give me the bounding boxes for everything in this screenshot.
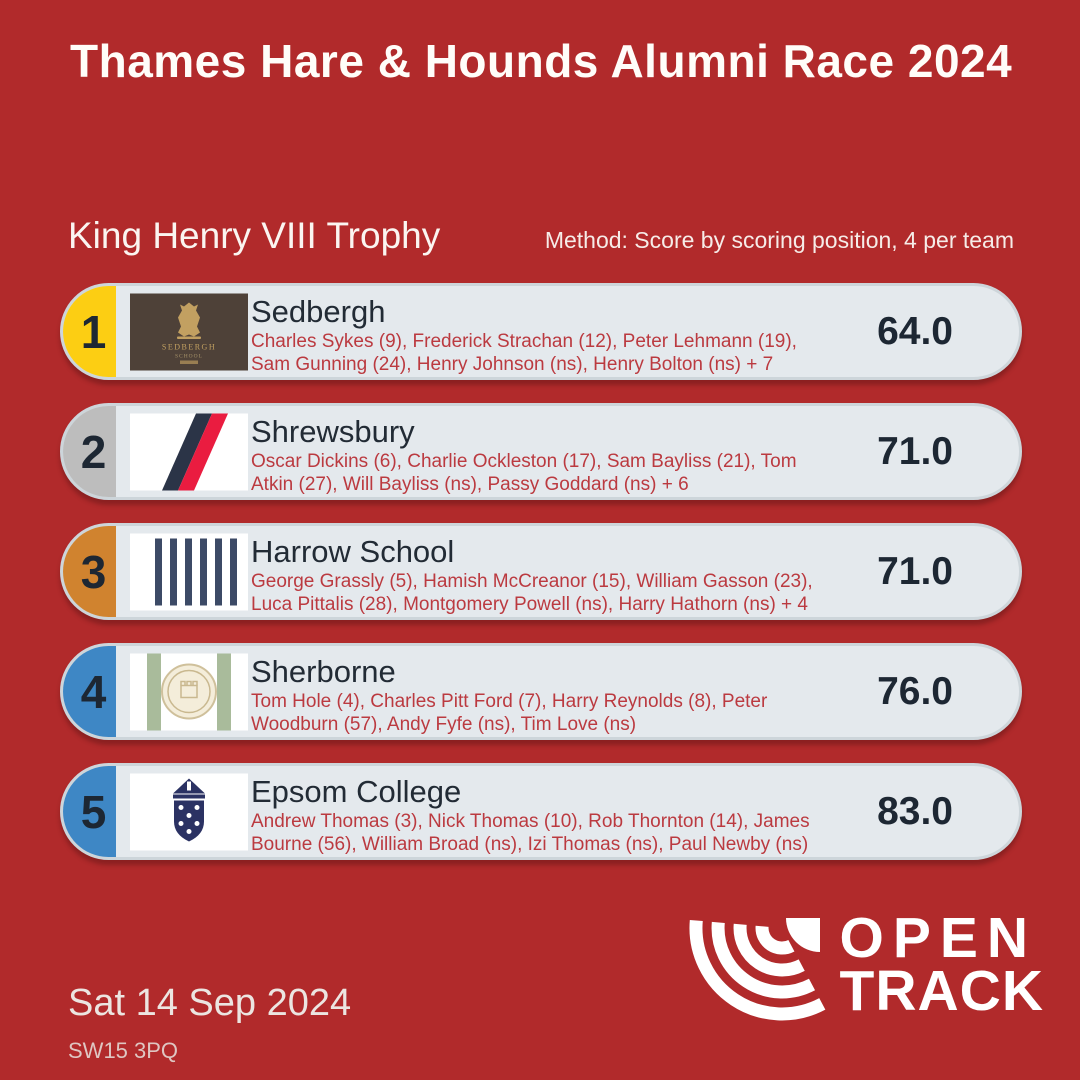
team-score: 71.0 bbox=[877, 549, 953, 593]
rank-number: 2 bbox=[80, 425, 107, 478]
rank-number: 5 bbox=[80, 785, 107, 838]
team-name: Shrewsbury bbox=[251, 414, 415, 449]
team-result-row bbox=[60, 763, 1022, 860]
rank-badge bbox=[63, 646, 116, 737]
shrewsbury-logo bbox=[130, 413, 248, 490]
opentrack-wordmark bbox=[839, 906, 1044, 1023]
team-name: Harrow School bbox=[251, 534, 455, 569]
opentrack-logo bbox=[680, 906, 1044, 1041]
rank-badge bbox=[63, 286, 116, 377]
results-list bbox=[60, 283, 1022, 883]
rank-badge bbox=[63, 766, 116, 857]
team-result-row bbox=[60, 283, 1022, 380]
team-name: Sherborne bbox=[251, 654, 396, 689]
team-score: 76.0 bbox=[877, 669, 953, 713]
team-runners: George Grassly (5), Hamish McCreanor (15), William Gasson (23), Luca Pittalis (28), Montgomery Powell (ns), Harry Hathorn (ns) + 4 bbox=[251, 571, 813, 616]
scoring-method: Method: Score by scoring position, 4 per team bbox=[544, 227, 1014, 253]
team-score: 64.0 bbox=[877, 309, 953, 353]
event-date: Sat 14 Sep 2024 bbox=[68, 982, 352, 1024]
harrow-logo bbox=[130, 533, 248, 610]
team-runners: Tom Hole (4), Charles Pitt Ford (7), Harry Reynolds (8), Peter Woodburn (57), Andy Fyfe (ns), Tim Love (ns) bbox=[251, 691, 768, 736]
team-result-row bbox=[60, 643, 1022, 740]
team-score: 83.0 bbox=[877, 789, 953, 833]
rank-badge bbox=[63, 526, 116, 617]
team-name: Epsom College bbox=[251, 774, 462, 809]
team-result-row bbox=[60, 523, 1022, 620]
team-info bbox=[251, 773, 841, 857]
team-runners: Charles Sykes (9), Frederick Strachan (12), Peter Lehmann (19), Sam Gunning (24), Henry Johnson (ns), Henry Bolton (ns) + 7 bbox=[251, 331, 797, 376]
sedbergh-logo bbox=[130, 293, 248, 370]
opentrack-track-arcs-icon bbox=[680, 918, 828, 1041]
epsom-logo bbox=[130, 773, 248, 850]
section-header bbox=[68, 215, 1014, 257]
rank-number: 1 bbox=[80, 305, 107, 358]
opentrack-wordmark-track: TRACK bbox=[839, 959, 1044, 1023]
team-info bbox=[251, 293, 841, 377]
team-result-row bbox=[60, 403, 1022, 500]
team-info bbox=[251, 653, 841, 737]
team-runners: Oscar Dickins (6), Charlie Ockleston (17), Sam Bayliss (21), Tom Atkin (27), Will Bayliss (ns), Passy Goddard (ns) + 6 bbox=[251, 451, 797, 496]
rank-number: 3 bbox=[80, 545, 107, 598]
team-name: Sedbergh bbox=[251, 294, 386, 329]
team-info bbox=[251, 413, 841, 497]
rank-number: 4 bbox=[80, 665, 107, 718]
event-title: Thames Hare & Hounds Alumni Race 2024 bbox=[70, 35, 1013, 87]
sherborne-logo bbox=[130, 653, 248, 730]
team-info bbox=[251, 533, 841, 617]
svg-text:SEDBERGH: SEDBERGH bbox=[161, 342, 217, 351]
event-postcode: SW15 3PQ bbox=[68, 1038, 179, 1063]
svg-text:SCHOOL: SCHOOL bbox=[174, 353, 204, 359]
trophy-title: King Henry VIII Trophy bbox=[68, 215, 441, 256]
team-score: 71.0 bbox=[877, 429, 953, 473]
rank-badge bbox=[63, 406, 116, 497]
team-runners: Andrew Thomas (3), Nick Thomas (10), Rob Thornton (14), James Bourne (56), William Broad (ns), Izi Thomas (ns), Paul Newby (ns) bbox=[251, 811, 810, 856]
opentrack-wordmark-open: OPEN bbox=[839, 906, 1038, 970]
